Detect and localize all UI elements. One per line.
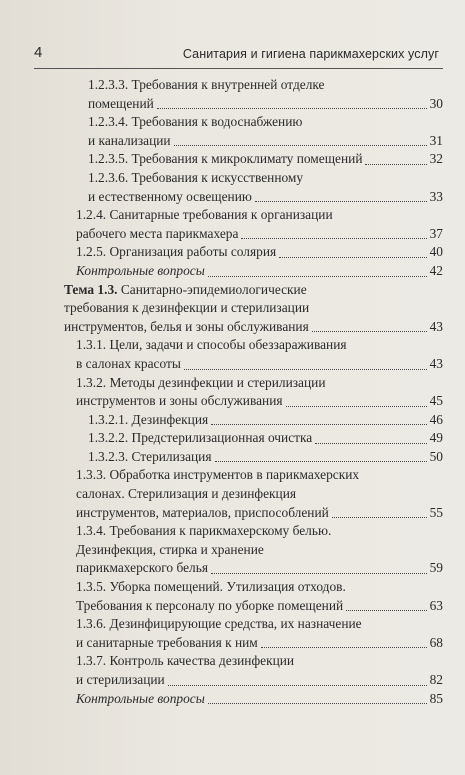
page-ref: 45 [429,393,443,409]
topic-label: Тема 1.3. [64,281,118,297]
toc-entry-1-3-5: 1.3.5. Уборка помещений. Утилизация отходов. Требования к персоналу по уборке помещений 63 [64,578,443,615]
toc-entry-1-2-5: 1.2.5. Организация работы солярия 40 [64,243,443,262]
page-ref: 42 [429,262,443,278]
toc-entry-1-2-3-5: 1.2.3.5. Требования к микроклимату помещений 32 [64,150,443,169]
page-ref: 31 [429,132,443,148]
toc-entry-1-2-3-4: 1.2.3.4. Требования к водоснабжению и канализации 31 [64,113,443,150]
toc-entry-1-3-4: 1.3.4. Требования к парикмахерскому белью. Дезинфекция, стирка и хранение парикмахерского белья 59 [64,522,443,578]
toc-entry-1-3-6: 1.3.6. Дезинфицирующие средства, их назначение и санитарные требования к ним 68 [64,615,443,652]
page-ref: 49 [429,430,443,446]
toc-entry-1-2-3-3: 1.2.3.3. Требования к внутренней отделке помещений 30 [64,76,443,113]
toc-entry-control-questions-2: Контрольные вопросы 85 [64,690,443,709]
page-ref: 85 [429,690,443,706]
page-ref: 46 [429,411,443,427]
toc-entry-1-3-2: 1.3.2. Методы дезинфекции и стерилизации инструментов и зоны обслуживания 45 [64,374,443,411]
page-ref: 63 [429,597,443,613]
page-ref: 68 [429,634,443,650]
toc-entry-control-questions: Контрольные вопросы 42 [64,262,443,281]
toc-entry-1-3-1: 1.3.1. Цели, задачи и способы обеззараживания в салонах красоты 43 [64,336,443,373]
page-ref: 37 [429,225,443,241]
table-of-contents [64,76,443,708]
toc-entry-1-3-2-2: 1.3.2.2. Предстерилизационная очистка 49 [64,429,443,448]
page-ref: 43 [429,318,443,334]
page-ref: 82 [429,672,443,687]
toc-entry-1-2-3-6: 1.2.3.6. Требования к искусственному и естественному освещению 33 [64,169,443,206]
page-header [34,44,443,69]
page-ref: 43 [429,355,443,371]
page-ref: 32 [429,151,443,167]
page-ref: 30 [429,95,443,111]
toc-entry-1-3-7: 1.3.7. Контроль качества дезинфекции и стерилизации 82 [64,652,443,689]
page-ref: 33 [429,188,443,204]
running-title: Санитария и гигиена парикмахерских услуг [182,47,439,61]
toc-entry-topic-1-3: Тема 1.3. Санитарно-эпидемиологические требования к дезинфекции и стерилизации инструментов, белья и зоны обслуживания 43 [64,281,443,337]
toc-entry-1-3-2-1: 1.3.2.1. Дезинфекция 46 [64,411,443,430]
toc-entry-1-3-3: 1.3.3. Обработка инструментов в парикмахерских салонах. Стерилизация и дезинфекция инструментов, материалов, приспособлений 55 [64,466,443,522]
page-ref: 55 [429,504,443,520]
toc-entry-1-2-4: 1.2.4. Санитарные требования к организации рабочего места парикмахера 37 [64,206,443,243]
page-ref: 59 [429,560,443,576]
toc-entry-1-3-2-3: 1.3.2.3. Стерилизация 50 [64,448,443,467]
page-ref: 50 [429,448,443,464]
page-ref: 40 [429,244,443,260]
page-number: 4 [34,44,43,61]
